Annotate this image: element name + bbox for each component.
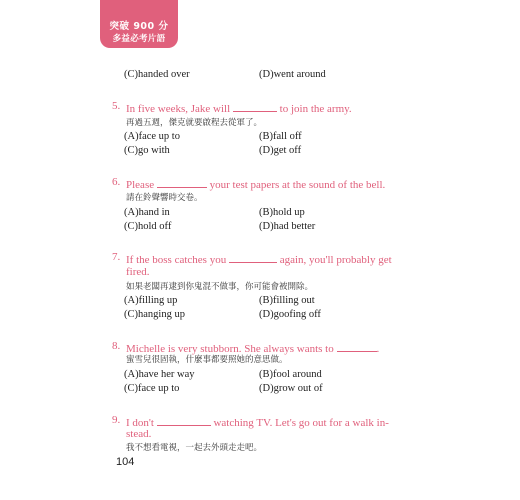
question-6-after: your test papers at the sound of the bell. bbox=[209, 179, 386, 191]
question-9-blank bbox=[157, 414, 211, 426]
question-7-text bbox=[126, 251, 392, 267]
question-6-option-a: (A)hand in bbox=[124, 207, 170, 218]
question-5-number: 5. bbox=[112, 100, 121, 112]
question-8-option-d: (D)grow out of bbox=[259, 383, 323, 394]
question-7-option-d: (D)goofing off bbox=[259, 309, 321, 320]
question-6-before: Please bbox=[126, 179, 155, 191]
question-5-text bbox=[126, 100, 352, 116]
question-7-text-line2: fired. bbox=[126, 266, 150, 278]
question-9-text bbox=[126, 414, 389, 430]
question-6-option-c: (C)hold off bbox=[124, 221, 172, 232]
question-8-number: 8. bbox=[112, 340, 121, 352]
question-8-option-a: (A)have her way bbox=[124, 369, 195, 380]
question-9-text-line2: stead. bbox=[126, 428, 152, 440]
question-7-before: If the boss catches you bbox=[126, 254, 227, 266]
question-7-after: again, you'll probably get bbox=[279, 254, 392, 266]
question-7-option-c: (C)hanging up bbox=[124, 309, 185, 320]
question-7-option-b: (B)filling out bbox=[259, 295, 315, 306]
page-number: 104 bbox=[116, 456, 135, 468]
question-7-translation: 如果老闆再逮到你鬼混不做事，你可能會被開除。 bbox=[126, 282, 314, 292]
question-7-number: 7. bbox=[112, 251, 121, 263]
question-5-option-c: (C)go with bbox=[124, 145, 170, 156]
question-9-number: 9. bbox=[112, 414, 121, 426]
prev-option-d: (D)went around bbox=[259, 69, 326, 80]
question-6-number: 6. bbox=[112, 176, 121, 188]
question-5-after: to join the army. bbox=[279, 103, 352, 115]
question-8-after: . bbox=[376, 343, 380, 355]
question-5-option-d: (D)get off bbox=[259, 145, 302, 156]
question-6-translation: 請在鈴聲響時交卷。 bbox=[126, 193, 203, 203]
question-5-option-a: (A)face up to bbox=[124, 131, 180, 142]
prev-option-c: (C)handed over bbox=[124, 69, 190, 80]
section-tab bbox=[100, 0, 178, 48]
tab-subtitle: 多益必考片語 bbox=[112, 34, 166, 44]
question-8-option-c: (C)face up to bbox=[124, 383, 180, 394]
question-9-before: I don't bbox=[126, 417, 154, 429]
question-9-translation: 我不想看電視，一起去外頭走走吧。 bbox=[126, 443, 263, 453]
question-5-before: In five weeks, Jake will bbox=[126, 103, 231, 115]
question-8-before: Michelle is very stubborn. She always wants to bbox=[126, 343, 334, 355]
question-7-option-a: (A)filling up bbox=[124, 295, 178, 306]
question-6-option-d: (D)had better bbox=[259, 221, 316, 232]
tab-title: 突破 900 分 bbox=[109, 21, 169, 32]
question-6-blank bbox=[157, 176, 207, 188]
question-5-option-b: (B)fall off bbox=[259, 131, 302, 142]
question-5-blank bbox=[233, 100, 277, 112]
question-7-blank bbox=[229, 251, 277, 263]
question-8-option-b: (B)fool around bbox=[259, 369, 322, 380]
question-9-after: watching TV. Let's go out for a walk in- bbox=[213, 417, 389, 429]
question-8-translation: 蜜雪兒很固執，什麼事都要照她的意思做。 bbox=[126, 355, 288, 365]
question-6-text bbox=[126, 176, 385, 192]
question-6-option-b: (B)hold up bbox=[259, 207, 305, 218]
question-8-blank bbox=[337, 340, 377, 352]
question-5-translation: 再過五週，傑克就要啟程去從軍了。 bbox=[126, 118, 263, 128]
